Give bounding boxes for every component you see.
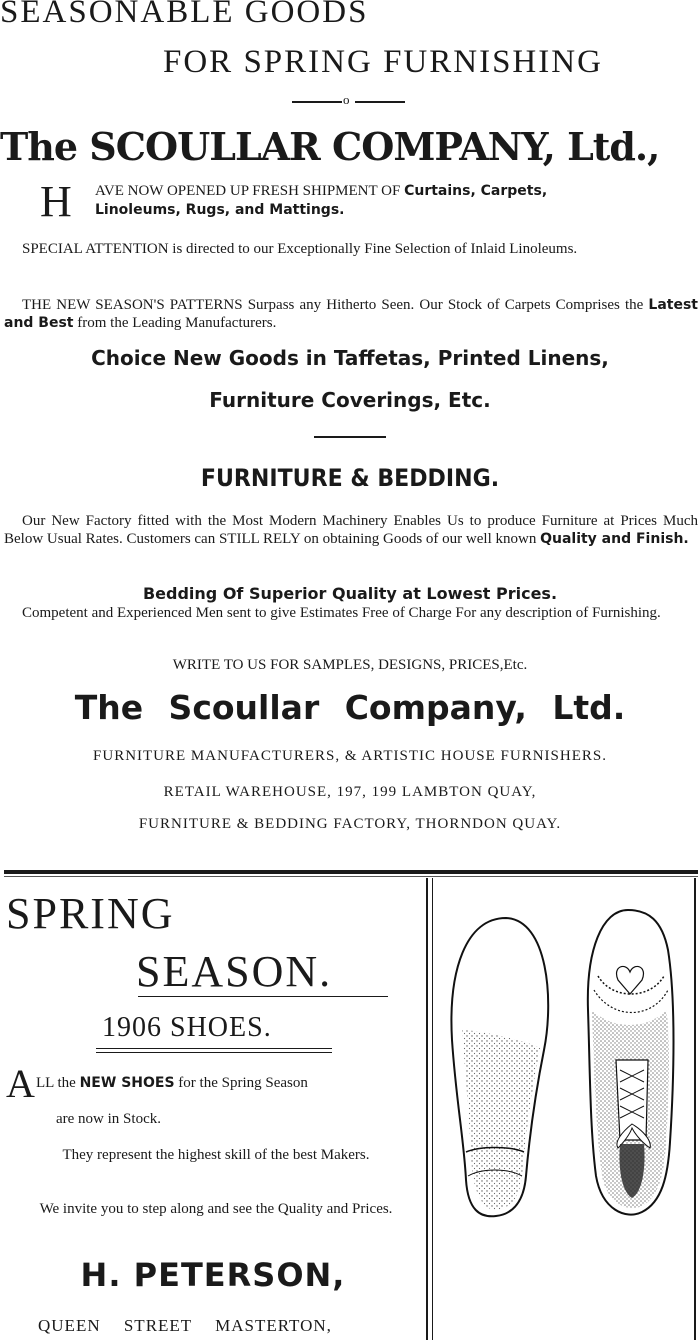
intro-dropcap: H: [40, 177, 72, 226]
company-signature: The Scoullar Company, Ltd.: [74, 688, 626, 727]
factory-address-line: FURNITURE & BEDDING FACTORY, THORNDON QUAY.: [138, 816, 562, 832]
shoe-skill-paragraph: They represent the highest skill of the best Makers.: [62, 1147, 370, 1163]
shoe-intro-text: LL the: [36, 1075, 76, 1091]
divider-left: [292, 101, 342, 103]
factory-bold: Quality and Finish.: [540, 531, 689, 547]
patterns-tail: from the Leading Manufacturers.: [77, 315, 277, 331]
factory-text: Our New Factory fitted with the Most Modern Machinery Enables Us to produce Furniture at Prices Much Below Usual Rates. Customers can STILL RELY on obtaining Goods of our well known: [4, 513, 698, 547]
intro-text: AVE NOW OPENED UP FRESH SHIPMENT OF: [95, 183, 401, 199]
patterns-bold: Latest and Best: [4, 297, 699, 331]
heading-spring-furnishing: FOR SPRING FURNISHING: [163, 44, 603, 80]
divider-right: [355, 101, 405, 103]
shoe-dropcap: A: [6, 1061, 35, 1106]
shoe-title-season: SEASON.: [136, 947, 333, 996]
shoe-stock-line: are now in Stock.: [56, 1111, 161, 1127]
intro-paragraph: [40, 177, 700, 226]
shoe-illustration: [436, 880, 692, 1220]
furniture-bedding-heading: FURNITURE & BEDDING.: [200, 464, 500, 492]
shoe-intro-line: [36, 1074, 422, 1092]
right-edge-line: [694, 878, 696, 1340]
shoe-subtitle: 1906 SHOES.: [102, 1012, 272, 1043]
manufacturers-line: FURNITURE MANUFACTURERS, & ARTISTIC HOUSE FURNISHERS.: [93, 748, 607, 764]
estimates-paragraph: Competent and Experienced Men sent to give Estimates Free of Charge For any description of Furnishing.: [22, 605, 661, 621]
heading-seasonable-goods: SEASONABLE GOODS: [0, 0, 369, 30]
column-divider-2: [432, 878, 433, 1340]
patterns-paragraph: [4, 296, 698, 332]
subtitle-underline-1: [96, 1048, 332, 1049]
subtitle-underline-2: [96, 1052, 332, 1053]
shoe-intro-tail: for the Spring Season: [178, 1075, 308, 1091]
choice-goods-line2: Furniture Coverings, Etc.: [209, 388, 491, 412]
merchant-name: H. PETERSON,: [80, 1256, 346, 1294]
intro-bold-line2: Linoleums, Rugs, and Mattings.: [95, 202, 345, 218]
choice-goods-line1: Choice New Goods in Taffetas, Printed Linens,: [91, 346, 609, 370]
shoe-invite-paragraph: We invite you to step along and see the Quality and Prices.: [39, 1201, 393, 1217]
patterns-text: THE NEW SEASON'S PATTERNS Surpass any Hitherto Seen. Our Stock of Carpets Comprises the: [22, 297, 644, 313]
factory-paragraph: [4, 512, 698, 548]
advert-separator-thin: [4, 876, 698, 877]
shoe-sole-icon: [451, 918, 548, 1216]
write-to-us-line: WRITE TO US FOR SAMPLES, DESIGNS, PRICES,Etc.: [172, 657, 528, 673]
shoe-title-spring: SPRING: [6, 889, 175, 938]
company-title: The SCOULLAR COMPANY, Ltd.,: [0, 124, 660, 169]
divider-mark: o: [343, 92, 350, 107]
season-underline: [138, 996, 388, 997]
bedding-heading: Bedding Of Superior Quality at Lowest Prices.: [142, 584, 558, 603]
merchant-address: QUEEN STREET MASTERTON,: [38, 1316, 332, 1335]
retail-warehouse-line: RETAIL WAREHOUSE, 197, 199 LAMBTON QUAY,: [163, 784, 537, 800]
shoe-intro-bold: NEW SHOES: [79, 1075, 175, 1091]
column-divider-1: [426, 878, 428, 1340]
special-attention-paragraph: SPECIAL ATTENTION is directed to our Exceptionally Fine Selection of Inlaid Linoleums.: [22, 241, 578, 257]
advert-separator: [4, 870, 698, 874]
section-divider: [314, 436, 386, 438]
intro-bold-line1: Curtains, Carpets,: [404, 183, 548, 199]
shoe-brogue-icon: [588, 910, 674, 1215]
